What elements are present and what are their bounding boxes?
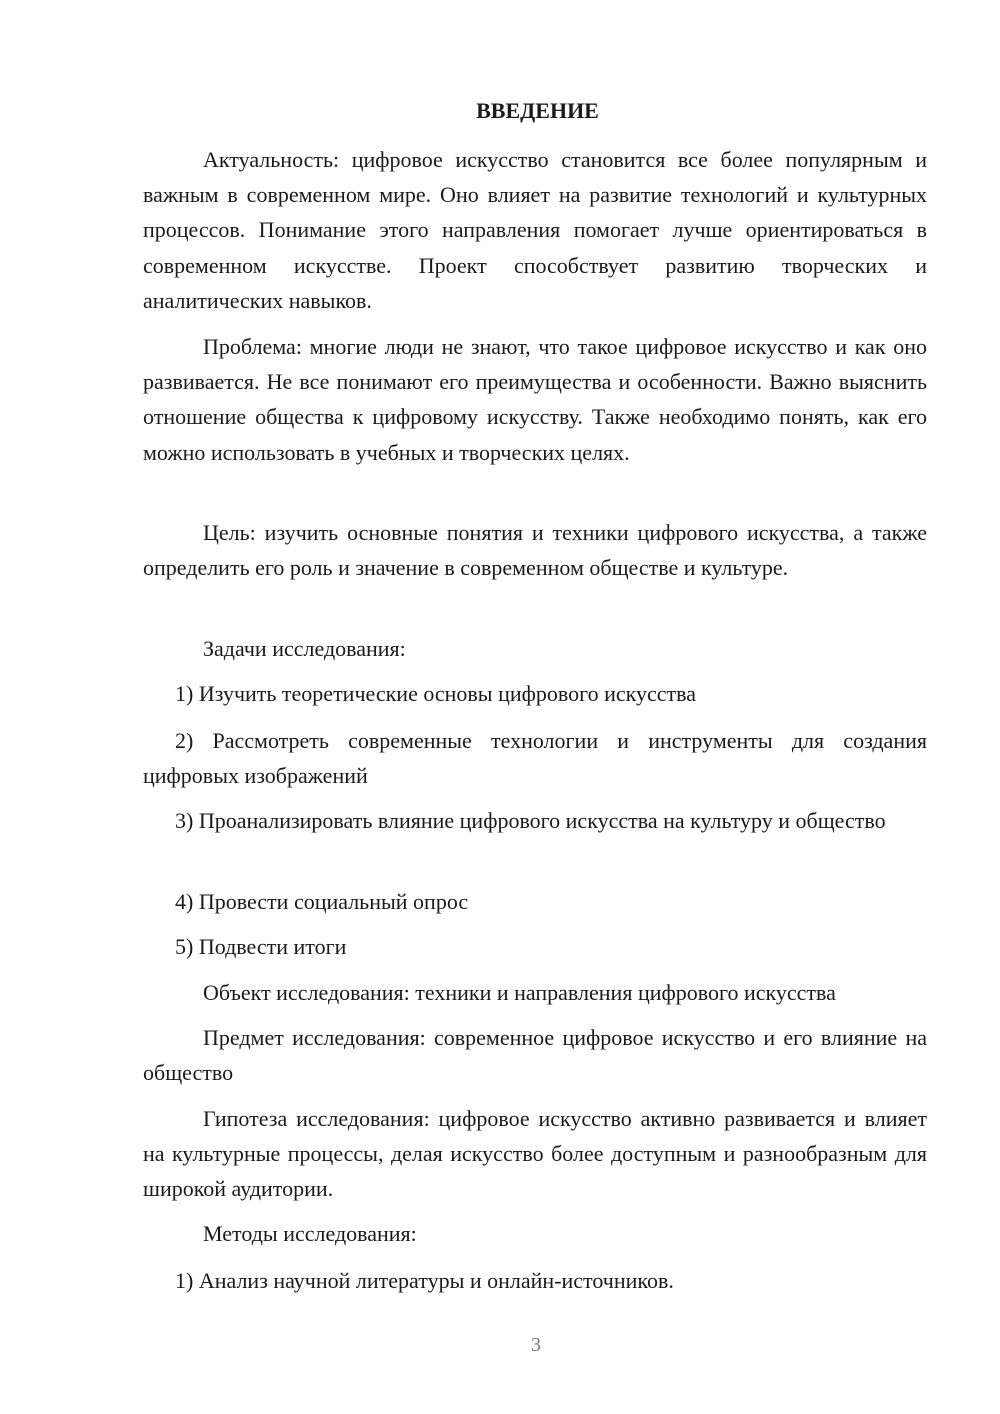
paragraph-problem: Проблема: многие люди не знают, что такое цифровое искусство и как оно развивается. Не все понимают его преимущества и особенности. Важно выяснить отношение общества к цифровому искусству. Также необходимо понять, как его можно использовать в учебных и творческих целях. [143, 334, 927, 465]
task-item-3: 3) Проанализировать влияние цифрового искусства на культуру и общество [175, 808, 886, 833]
paragraph-goal: Цель: изучить основные понятия и техники цифрового искусства, а также определить его роль и значение в современном обществе и культуре. [143, 520, 927, 581]
task-item-5: 5) Подвести итоги [175, 934, 347, 959]
tasks-heading: Задачи исследования: [203, 636, 406, 661]
paragraph-hypothesis: Гипотеза исследования: цифровое искусство активно развивается и влияет на культурные процессы, делая искусство более доступным и разнообразным для широкой аудитории. [143, 1106, 927, 1202]
task-item-1: 1) Изучить теоретические основы цифрового искусства [175, 681, 697, 706]
task-item-4: 4) Провести социальный опрос [175, 889, 469, 914]
page-number: 3 [531, 1334, 541, 1356]
paragraph-actuality: Актуальность: цифровое искусство становится все более популярным и важным в современном мире. Оно влияет на развитие технологий и культурных процессов. Понимание этого направления помогает лучше ориентироваться в современном искусстве. Проект способствует развитию творческих и аналитических навыков. [143, 147, 927, 313]
page-title: ВВЕДЕНИЕ [476, 98, 599, 123]
paragraph-subject: Предмет исследования: современное цифровое искусство и его влияние на общество [143, 1025, 927, 1086]
task-item-2: 2) Рассмотреть современные технологии и инструменты для создания цифровых изображений [143, 728, 927, 789]
method-item-1: 1) Анализ научной литературы и онлайн-источников. [175, 1268, 674, 1293]
methods-heading: Методы исследования: [203, 1221, 417, 1246]
paragraph-object: Объект исследования: техники и направления цифрового искусства [203, 980, 836, 1005]
